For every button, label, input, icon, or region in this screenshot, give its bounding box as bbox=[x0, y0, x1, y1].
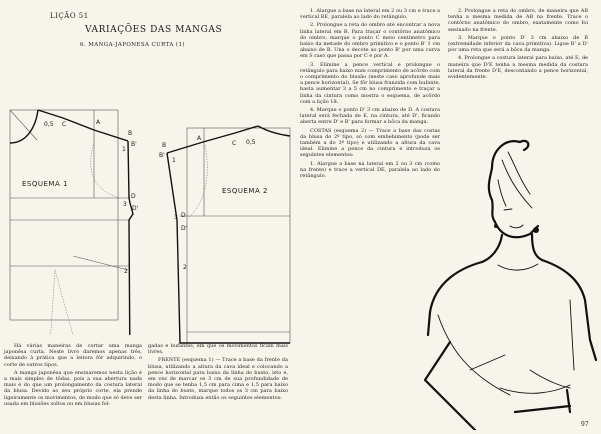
scheme-2-label: ESQUEMA 2 bbox=[222, 187, 268, 195]
scheme-1-label: ESQUEMA 1 bbox=[22, 180, 68, 188]
measure-label-1: 1 bbox=[172, 157, 176, 164]
paragraph: 4. Marque o ponto D' 3 cm abaixo de D. A costura lateral será fechada de E, na cintura, até D', ficando aberta entre D' e B' para formar a bôca da manga. bbox=[300, 107, 440, 126]
point-label-d-prime: D' bbox=[132, 205, 139, 212]
point-label-a: A bbox=[197, 135, 202, 142]
page-title: VARIAÇÕES DAS MANGAS bbox=[85, 25, 223, 35]
paragraph: 3. Marque o ponto D' 3 cm abaixo de B (extremidade inferior da cava primitiva). Ligue B' a D' por uma reta que será a bôca da manga. bbox=[448, 34, 588, 54]
point-label-b-prime: B' bbox=[159, 152, 165, 159]
point-label-0-5: 0,5 bbox=[246, 139, 256, 146]
lesson-number: LIÇÃO 51 bbox=[50, 12, 89, 20]
point-label-c: C bbox=[232, 140, 237, 147]
point-label-b: B bbox=[162, 142, 167, 149]
measure-label-3: 3 bbox=[174, 214, 178, 221]
point-label-b-prime: B' bbox=[131, 141, 137, 148]
measure-label-3: 3 bbox=[123, 201, 127, 208]
point-label-d: D bbox=[131, 193, 136, 200]
paragraph: COSTAS (esquema 2) — Trace a base das costas da blusa do 2º tipo, só com embebimento (pode ser também a do 3º tipo) e utilizando a altura da cava ideal. Elimine a pence da cintura e introduza os seguintes elementos: bbox=[300, 127, 440, 159]
text-column-back-steps bbox=[448, 8, 588, 82]
point-label-0-5: 0,5 bbox=[44, 121, 54, 128]
paragraph: FRENTE (esquema 1) — Trace a base da frente da blusa, utilizando a altura da cava ideal e colocando a pence horizontal para baixo da linha do busto, isto é, em vez de marcar os 3 cm de sua profundidade de modo que se tenha 1,5 cm para cima e 1,5 para baixo da linha do busto, marque todos os 3 cm para baixo desta linha. Introduza então os seguintes elementos: bbox=[148, 357, 288, 401]
point-label-c: C bbox=[62, 121, 67, 128]
text-column-intro bbox=[4, 343, 142, 409]
paragraph: 1. Alargue a base na lateral em 2 ou 3 cm (como na frente) e trace a vertical DE, paralela ao lado do retângulo. bbox=[300, 160, 440, 180]
paragraph: Há várias maneiras de cortar uma manga japonêsa curta. Neste livro daremos apenas três, deixando à prática que a leitora fôr adquirindo, o corte de outros tipos. bbox=[4, 343, 142, 368]
paragraph: 3. Elimine a pence vertical e prolongue o retângulo para baixo num comprimento de acôrdo com o comprimento do blusão (neste caso aprofunde mais a pence horizontal). Se fôr blusa franzida com bufante, basta aumentar 3 a 5 cm no comprimento e traçar a linha da cintura como mostra o esquema, de acôrdo com a lição 18. bbox=[300, 61, 440, 105]
fashion-illustration bbox=[420, 130, 601, 430]
page-number: 97 bbox=[581, 421, 589, 428]
point-label-b: B bbox=[128, 130, 133, 137]
paragraph: 4. Prolongue a costura lateral para baixo, até E, de maneira que D'E tenha a mesma medida da costura lateral da frente D'E, descontando a pence horizontal, evidentemente. bbox=[448, 55, 588, 81]
paragraph: 2. Prolongue a reta do ombro, de maneira que AB tenha a mesma medida de AB na frente. Trace o contôrno anatômico do ombro, exatamente como foi ensinado na frente. bbox=[448, 8, 588, 33]
point-label-a: A bbox=[96, 119, 101, 126]
scheme-2-diagram bbox=[150, 90, 300, 345]
paragraph: 2. Prolongue a reta do ombro até encontrar a nova linha lateral em B. Para traçar o contôrno anatômico do ombro, marque o ponto C meio centímetro para baixo da metade do ombro primitivo e o ponto B' 1 cm abaixo de B. Una o decote ao ponto B' por uma curva em S raso que passa por C e por A. bbox=[300, 22, 440, 60]
section-subtitle: 6. MANGA-JAPONESA CURTA (1) bbox=[80, 42, 185, 48]
measure-label-2: 2 bbox=[183, 264, 187, 271]
paragraph: gadas e bufantes, em que os movimentos ficam mais livres. bbox=[148, 343, 288, 356]
paragraph: A manga japonêsa que ensinaremos nesta lição é a mais simples de tôdas, pois a sua abertura nada mais é do que um prolongamento da costura lateral da blusa. Devido ao seu próprio corte, ela prende ligeiramente os movimentos, de modo que só deve ser usada em blusões soltos ou em blusas fol- bbox=[4, 369, 142, 407]
measure-label-1: 1 bbox=[122, 146, 126, 153]
text-column-front bbox=[148, 343, 288, 403]
point-label-d: D bbox=[181, 212, 186, 219]
text-column-steps bbox=[300, 8, 440, 181]
measure-label-2: 2 bbox=[124, 268, 128, 275]
point-label-d-prime: D' bbox=[181, 225, 188, 232]
paragraph: 1. Alargue a base na lateral em 2 ou 3 cm e trace a vertical BE, paralela ao lado do retângulo. bbox=[300, 8, 440, 21]
scheme-1-diagram bbox=[0, 80, 150, 335]
